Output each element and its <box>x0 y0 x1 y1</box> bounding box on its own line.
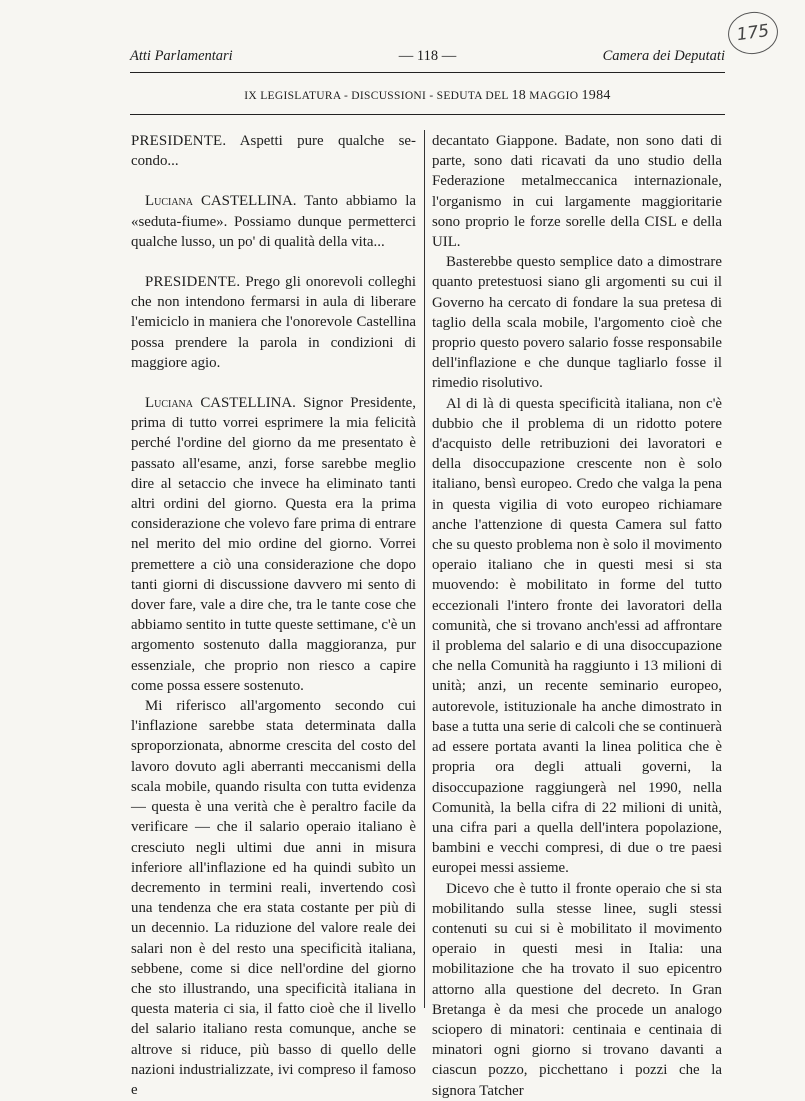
subheader-month: MAGGIO <box>529 90 579 102</box>
header-left-title: Atti Parlamentari <box>130 48 233 64</box>
speaker-first-name: Luciana <box>145 395 193 412</box>
speech-paragraph: decantato Giappone. Badate, non sono dati di parte, sono dati ricavati da uno studio della Federazione metalmeccanica internazionale, l'organismo in cui largamente maggioritarie sono proprio le forze sorelle della CISL e della UIL. <box>432 133 722 251</box>
session-subheader <box>130 88 725 106</box>
header-page-number: — 118 — <box>398 48 457 64</box>
speech-paragraph <box>131 393 416 696</box>
speaker-last-name: CASTELLINA. <box>192 193 297 210</box>
speaker-name: PRESIDENTE. <box>131 133 227 149</box>
right-column <box>432 131 722 1101</box>
speech-text: Aspetti pure qualche secondo... <box>131 133 416 170</box>
left-column <box>131 131 416 1100</box>
speech-paragraph: Basterebbe questo semplice dato a dimostrare quanto pretestuosi siano gli argomenti su cui il Governo ha cercato di fondare la sua pretesa di taglio della scala mobile, l'argomento cioè che proprio questo povero salario fosse responsabile dell'inflazione e che dunque tagliarlo fosse il rimedio risolutivo. <box>432 254 722 392</box>
speech-paragraph <box>131 272 416 373</box>
running-header <box>130 48 725 68</box>
header-divider <box>130 72 725 73</box>
subheader-prefix: IX LEGISLATURA - DISCUSSIONI - SEDUTA DEL <box>244 90 509 102</box>
header-right-title: Camera dei Deputati <box>602 48 725 64</box>
speech-paragraph: Mi riferisco all'argomento secondo cui l'inflazione sarebbe stata determinata dalla sproporzionata, abnorme crescita del costo del lavoro dovuto agli aberranti meccanismi della scala mobile, quando risulta con tutta evidenza — questa è una verità che è peraltro facile da verificare — che il salario operaio italiano è cresciuto negli ultimi due anni in misura inferiore all'inflazione ed ha quindi subìto un decremento in termini reali, invertendo così una tendenza che era stata costante per più di un decennio. La riduzione del valore reale dei salari non è del resto una specificità italiana, sebbene, come si dice nell'ordine del giorno che sto illustrando, una specificità italiana in questa materia ci sia, il fatto cioè che il livello del salario italiano resta comunque, anche se altrove si riduce, più basso di quello delle nazioni industrializzate, ivi compreso il famoso e <box>131 698 416 1098</box>
speech-text: Signor Presidente, prima di tutto vorrei esprimere la mia felicità perché l'ordine del giorno da me presentato è passato all'esame, anzi, forse sarebbe meglio dire al setaccio che invece ha eliminato tanti altri ordini del giorno. Questa era la prima considerazione che volevo fare prima di entrare nel merito del mio ordine del giorno. Vorrei premettere a ciò una considerazione che dopo tanti giorni di discussione davvero mi sento di dover fare, vale a dire che, tra le tante cose che abbiamo sentito in tutte queste settimane, c'è un argomento sostenuto dalla maggioranza, pur essenziale, che proprio non riesco a capire come possa essere sostenuto. <box>131 395 416 694</box>
speech-text: Tanto abbiamo la «seduta-fiume». Possiamo dunque permetterci qualche lusso, un po' di qualità della vita... <box>131 193 416 250</box>
speaker-name: PRESIDENTE. <box>145 274 241 291</box>
speech-text: Prego gli onorevoli colleghi che non intendono fermarsi in aula di liberare l'emiciclo in maniera che l'onorevole Castellina possa prendere la parola in condizioni di maggiore agio. <box>131 274 416 371</box>
column-divider <box>424 130 425 1008</box>
subheader-divider <box>130 114 725 115</box>
speech-paragraph: Al di là di questa specificità italiana, non c'è dubbio che il problema di un ridotto potere d'acquisto delle retribuzioni dei lavoratori e della disoccupazione crescente non è solo italiano, bensì europeo. Credo che valga la pena in questa vigilia di voto europeo richiamare anche l'attenzione di questa Camera sul fatto che su questo problema non è solo il movimento operaio italiano che in questi mesi si sta muovendo: è mobilitato in forme del tutto eccezionali l'intero fronte dei lavoratori della comunità, che si trovano anch'essi ad affrontare il problema del salario e di una disoccupazione che nella Comunità ha raggiunto i 13 milioni di unità; anzi, un recente seminario europeo, autorevole, istituzionale ha anche dimostrato in base a tutta una serie di calcoli che se continuerà ad essere portata avanti la linea politica che è propria ora degli attuali governi, la disoccupazione raggiungerà nel 1990, nella Comunità, la bella cifra di 22 milioni di unità, una cifra pari a quella dell'intera popolazione, bambini e vecchi compresi, di due o tre paesi europei messi assieme. <box>432 395 722 877</box>
speaker-last-name: CASTELLINA. <box>192 395 296 412</box>
speaker-first-name: Luciana <box>145 193 193 210</box>
subheader-year: 1984 <box>581 88 611 103</box>
speech-paragraph <box>131 131 416 171</box>
speech-paragraph: Dicevo che è tutto il fronte operaio che si sta mobilitando sulla stesse linee, sugli stessi contenuti su cui si è mobilitato il movimento operaio in questi mesi in Italia: una mobilitazione che ha trovato il suo epicentro attorno alla questione del decreto. In Gran Bretanga è da mesi che procede un analogo sciopero di minatori: centinaia e centinaia di minatori ogni giorno si trovano davanti a ciascun pozzo, picchettano i pozzi che la signora Tatcher <box>432 880 722 1099</box>
speech-paragraph <box>131 191 416 252</box>
handwritten-page-stamp: 175 <box>725 9 780 58</box>
subheader-day: 18 <box>511 88 527 103</box>
